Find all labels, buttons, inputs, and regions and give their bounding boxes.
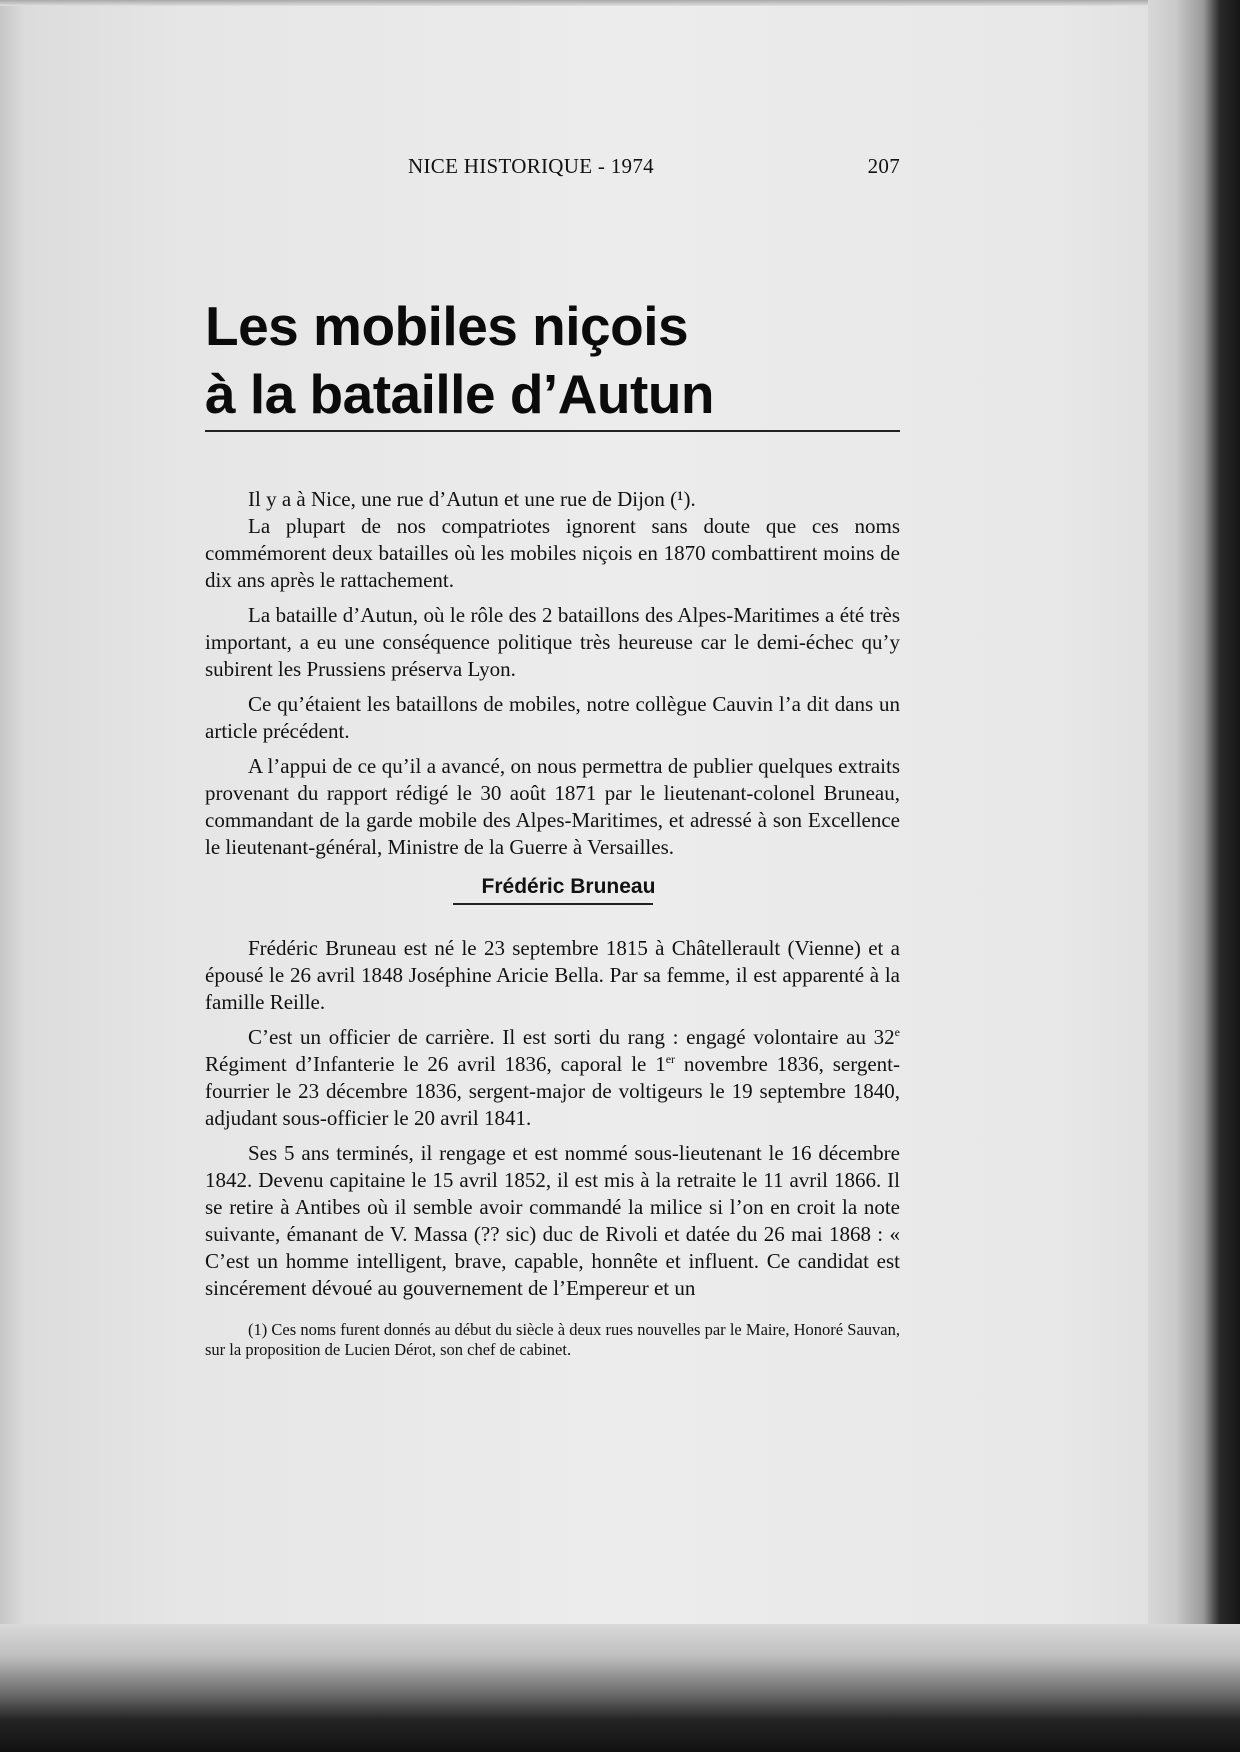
bruneau-paragraph-2-part-2: Régiment d’Infanterie le 26 avril 1836, caporal le 1 (205, 1052, 666, 1076)
page-number: 207 (867, 154, 900, 178)
intro-paragraph-3: La bataille d’Autun, où le rôle des 2 bataillons des Alpes-Maritimes a été très important, a eu une conséquence politique très heureuse car le demi-échec qu’y subirent les Prussiens préserva Lyon. (205, 603, 900, 681)
intro-paragraph-5: A l’appui de ce qu’il a avancé, on nous permettra de publier quelques extraits provenant du rapport rédigé le 30 août 1871 par le lieutenant-colonel Bruneau, commandant de la garde mobile des Alpes-Maritimes, et adressé à son Excellence le lieutenant-général, Ministre de la Guerre à Versailles. (205, 754, 900, 859)
bruneau-paragraph-2-part-1: C’est un officier de carrière. Il est sorti du rang : engagé volontaire au 32 (248, 1025, 895, 1049)
bruneau-paragraph-2-part-3: novembre 1836, sergent-fourrier le 23 décembre 1836, sergent-major de voltigeurs le 19 septembre 1840, adjudant sous-officier le 20 avril 1841. (205, 1052, 900, 1130)
ordinal-superscript-er: er (665, 1052, 676, 1066)
journal-title: NICE HISTORIQUE - 1974 (408, 154, 654, 178)
section-divider (453, 903, 653, 905)
intro-paragraph-4: Ce qu’étaient les bataillons de mobiles, notre collègue Cauvin l’a dit dans un article précédent. (205, 692, 900, 743)
footnote: (1) Ces noms furent donnés au début du siècle à deux rues nouvelles par le Maire, Honoré Sauvan, sur la proposition de Lucien Dérot, son chef de cabinet. (205, 1320, 900, 1359)
article-title-line-2: à la bataille d’Autun (205, 363, 715, 425)
intro-paragraph-1: Il y a à Nice, une rue d’Autun et une rue de Dijon (¹). (248, 487, 696, 511)
title-divider (205, 430, 900, 432)
scan-top-edge (0, 0, 1240, 6)
intro-paragraph-2: La plupart de nos compatriotes ignorent sans doute que ces noms commémorent deux batailles où les mobiles niçois en 1870 combattirent moins de dix ans après le rattachement. (205, 514, 900, 592)
article-title-line-1: Les mobiles niçois (205, 295, 689, 357)
section-heading: Frédéric Bruneau (481, 875, 656, 898)
article-title (205, 292, 900, 428)
bruneau-paragraph-2 (205, 1024, 900, 1132)
binding-shadow (1148, 0, 1240, 1752)
bruneau-paragraph-1: Frédéric Bruneau est né le 23 septembre 1815 à Châtellerault (Vienne) et a épousé le 26 avril 1848 Joséphine Aricie Bella. Par sa femme, il est apparenté à la famille Reille. (205, 936, 900, 1014)
ordinal-superscript-e: e (894, 1025, 900, 1039)
running-header (205, 150, 900, 184)
document-page (205, 150, 900, 1377)
bruneau-paragraph-3: Ses 5 ans terminés, il rengage et est nommé sous-lieutenant le 16 décembre 1842. Devenu capitaine le 15 avril 1852, il est mis à la retraite le 11 avril 1866. Il se retire à Antibes où il semble avoir commandé la milice si l’on en croit la note suivante, émanant de V. Massa (?? sic) duc de Rivoli et datée du 26 mai 1868 : « C’est un homme intelligent, brave, capable, honnête et influent. Ce candidat est sincérement dévoué au gouvernement de l’Empereur et un (205, 1141, 900, 1300)
scan-bottom-shadow (0, 1624, 1240, 1752)
